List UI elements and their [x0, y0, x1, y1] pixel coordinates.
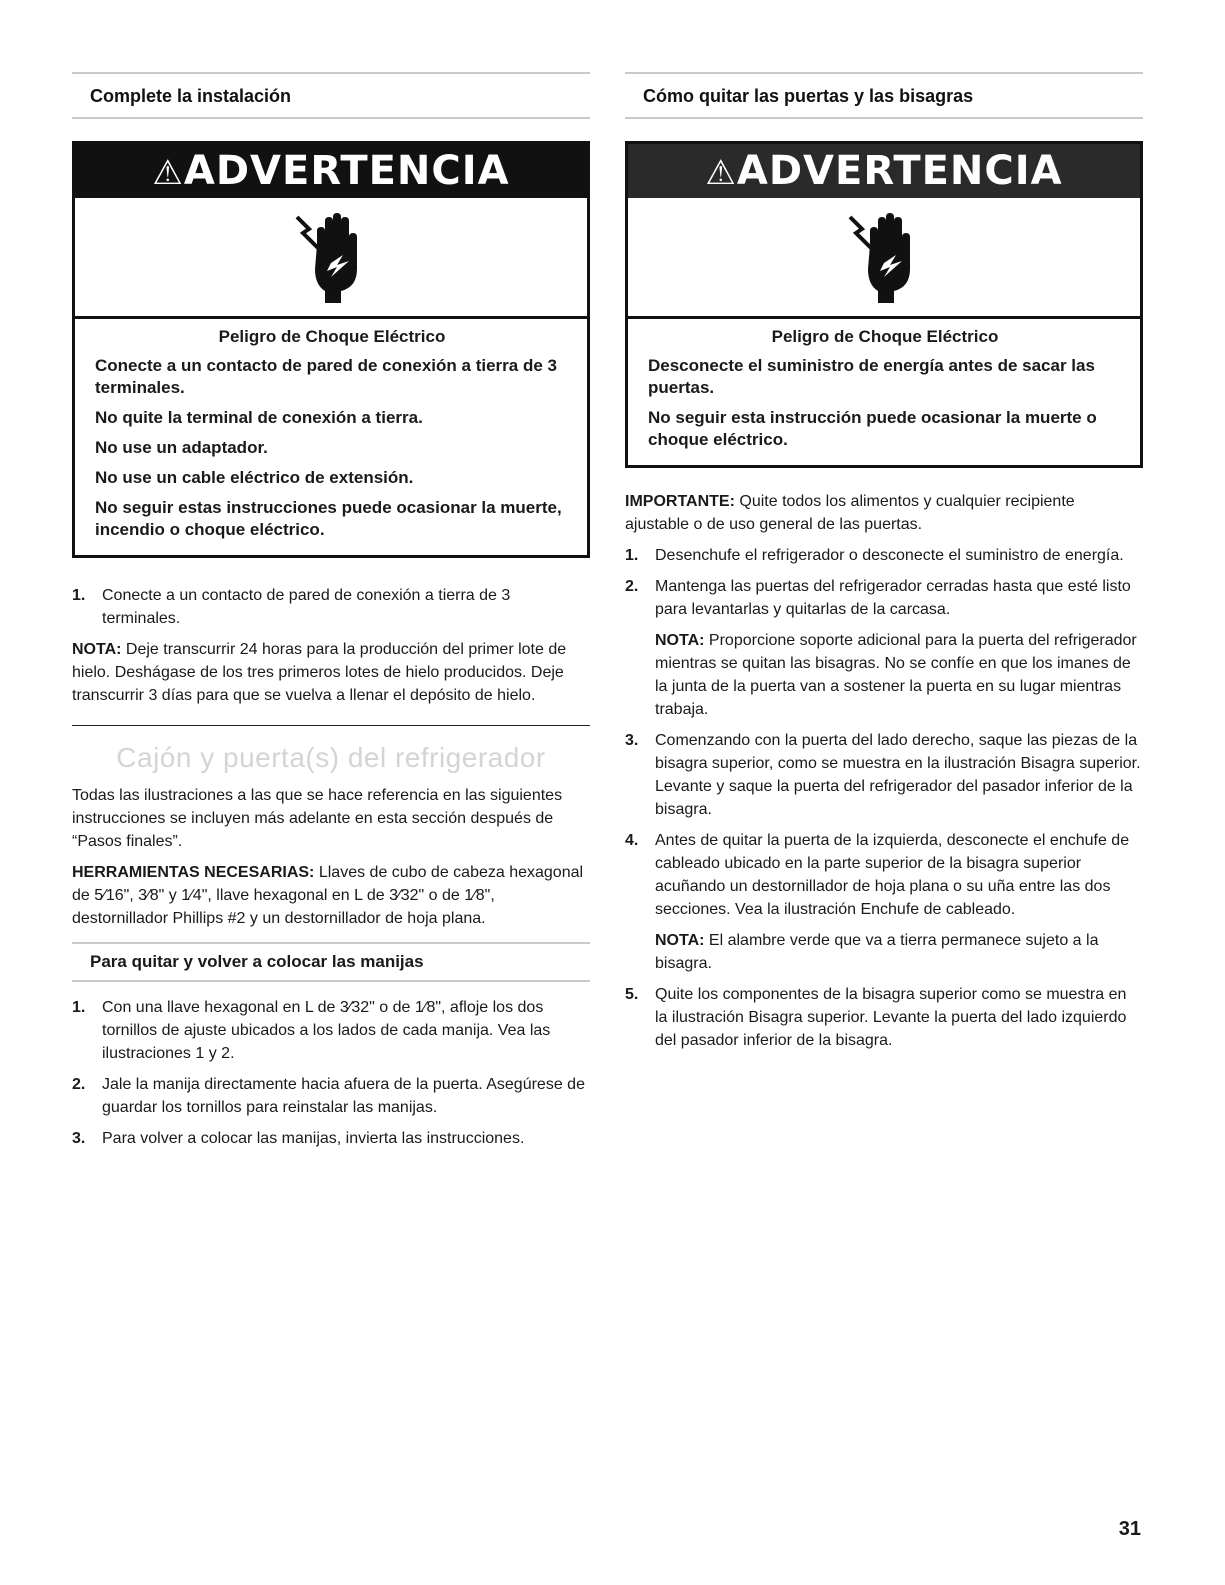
heading-text: Cómo quitar las puertas y las bisagras	[643, 86, 974, 106]
list-item: 2. Mantenga las puertas del refrigerador cerradas hasta que esté listo para levantarlas y quitarlas de la carcasa.	[625, 578, 1131, 618]
list-item: 5. Quite los componentes de la bisagra superior como se muestra en la ilustración Bisagra superior. Levante la puerta del lado izquierdo del pasador inferior de la bisagra.	[625, 986, 1127, 1049]
warning-line: No seguir esta instrucción puede ocasionar la muerte o choque eléctrico.	[648, 408, 1097, 449]
warning-triangle-icon: ⚠	[705, 153, 737, 193]
warning-line: No use un cable eléctrico de extensión.	[95, 468, 414, 487]
warning-line: No use un adaptador.	[95, 438, 268, 457]
warning-triangle-icon: ⚠	[152, 153, 184, 193]
door-steps-final	[625, 983, 1143, 1052]
important-paragraph: IMPORTANTE: Quite todos los alimentos y cualquier recipiente ajustable o de uso general de las puertas.	[625, 493, 1075, 533]
handle-steps	[72, 996, 590, 1150]
warning-body	[75, 319, 587, 555]
warning-box	[72, 141, 590, 558]
list-item: 1. Conecte a un contacto de pared de conexión a tierra de 3 terminales.	[72, 587, 511, 627]
hazard-title: Peligro de Choque Eléctrico	[218, 327, 446, 346]
warning-line: No quite la terminal de conexión a tierra.	[95, 408, 423, 427]
install-steps	[72, 584, 590, 630]
door-steps-continued	[625, 729, 1143, 921]
section-heading	[625, 72, 1143, 119]
section-heading	[72, 72, 590, 119]
warning-title: ⚠ADVERTENCIA	[75, 144, 587, 198]
note-paragraph: NOTA: Proporcione soporte adicional para la puerta del refrigerador mientras se quitan las bisagras. No se confíe en que los imanes de la junta de la puerta van a sostener la puerta en su lugar mientras trabaja.	[655, 632, 1137, 718]
subsection-heading: Para quitar y volver a colocar las manijas	[72, 942, 590, 982]
warning-line: Desconecte el suministro de energía antes de sacar las puertas.	[648, 356, 1095, 397]
warning-box	[625, 141, 1143, 468]
note-paragraph: NOTA: Deje transcurrir 24 horas para la producción del primer lote de hielo. Deshágase de los tres primeros lotes de hielo producidos. Deje transcurrir 3 días para que se vuelva a llenar el depósito de hielo.	[72, 641, 567, 704]
left-column	[72, 72, 590, 1158]
list-item: 3. Para volver a colocar las manijas, invierta las instrucciones.	[72, 1130, 525, 1147]
electric-shock-hand-icon	[75, 198, 587, 319]
list-item: 4. Antes de quitar la puerta de la izquierda, desconecte el enchufe de cableado ubicado en la parte superior de la bisagra superior acuñando un destornillador de hoja plana o su uña entre las dos secciones. Vea la ilustración Enchufe de cableado.	[625, 832, 1130, 918]
warning-line: No seguir estas instrucciones puede ocasionar la muerte, incendio o choque eléctrico.	[95, 498, 562, 539]
list-item: 2. Jale la manija directamente hacia afuera de la puerta. Asegúrese de guardar los tornillos para reinstalar las manijas.	[72, 1076, 585, 1116]
tools-paragraph: HERRAMIENTAS NECESARIAS: Llaves de cubo de cabeza hexagonal de 5⁄16", 3⁄8" y 1⁄4", llave hexagonal en L de 3⁄32" o de 1⁄8", destornillador Phillips #2 y un destornillador de hoja plana.	[72, 864, 584, 927]
warning-body	[628, 319, 1140, 465]
list-item: 1. Desenchufe el refrigerador o desconecte el suministro de energía.	[625, 547, 1124, 564]
warning-title: ⚠ADVERTENCIA	[628, 144, 1140, 198]
list-item: 3. Comenzando con la puerta del lado derecho, saque las piezas de la bisagra superior, como se muestra en la ilustración Bisagra superior. Levante y saque la puerta del refrigerador del pasador inferior de la bisagra.	[625, 732, 1141, 818]
page-number: 31	[1118, 1518, 1141, 1540]
warning-line: Conecte a un contacto de pared de conexión a tierra de 3 terminales.	[95, 356, 557, 397]
list-item: 1. Con una llave hexagonal en L de 3⁄32" o de 1⁄8", afloje los dos tornillos de ajuste ubicados a los lados de cada manija. Vea las ilustraciones 1 y 2.	[72, 999, 551, 1062]
section-title: Cajón y puerta(s) del refrigerador	[116, 742, 546, 773]
right-column	[625, 72, 1143, 1060]
intro-paragraph: Todas las ilustraciones a las que se hace referencia en las siguientes instrucciones se incluyen más adelante en esta sección después de “Pasos finales”.	[72, 787, 563, 850]
door-steps	[625, 544, 1143, 621]
heading-text: Complete la instalación	[90, 86, 292, 106]
hazard-title: Peligro de Choque Eléctrico	[771, 327, 999, 346]
note-paragraph: NOTA: El alambre verde que va a tierra permanece sujeto a la bisagra.	[655, 932, 1099, 972]
electric-shock-hand-icon	[628, 198, 1140, 319]
divider	[72, 725, 590, 726]
